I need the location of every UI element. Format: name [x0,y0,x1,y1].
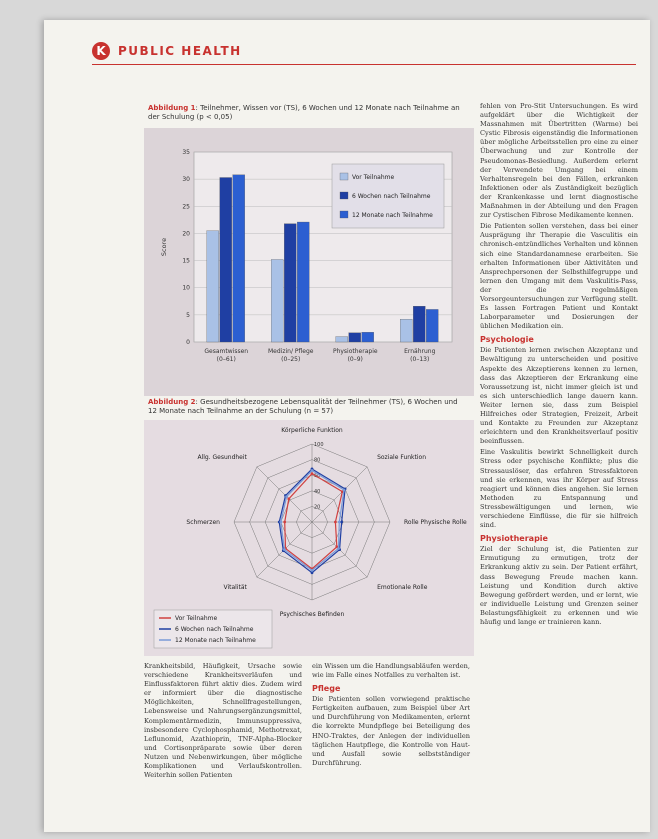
radar-point [311,469,314,472]
radar-axis-label: Körperliche Funktion [281,426,343,434]
x-tick-label: (0–25) [281,356,301,363]
bar [413,306,425,342]
bar [284,224,296,342]
figure2-caption-label: Abbildung 2 [148,398,196,406]
legend-entry: 6 Wochen nach Teilnahme [175,626,254,633]
x-tick-label: (0–9) [347,356,363,363]
bar [349,333,361,342]
figure1-bar-chart [144,128,474,396]
bar [207,231,219,342]
heading-pflege: Pflege [312,684,341,694]
radar-point [279,521,282,524]
left-bottom-paragraph: Krankheitsbild, Häufigkeit, Ursache sowie verschiedene Krankheitsverläufen und Einflussfaktoren führt aktiv dies. Zudem wird er informiert über die diagnostische Möglichkeiten, Schnellfragestellungen, Lebensweise und Nahrungsergänzungsmittel, Komplementärmedizin, Immunsuppressiva, insbesondere Cyclophosphamid, Methotrexat, Leflunomid, Azathioprin, TNF-Alpha-Blocker und Cortisonpräparate sowie über deren Nutzen und Nebenwirkungen, über mögliche Komplikationen und Verlaufskontrollen. Weiterhin sollen Patienten [144,662,302,780]
header-rule [92,64,636,65]
right-column [480,102,638,629]
radar-axis-label: Allg. Gesundheit [197,453,247,461]
x-tick-label: Ernährung [404,348,436,355]
radar-axis-label: Schmerzen [186,519,220,526]
x-tick-label: Gesamtwissen [204,348,249,355]
bar [233,175,245,342]
figure2-caption: Abbildung 2: Gesundheitsbezogene Lebensqualität der Teilnehmer (TS), 6 Wochen und 12 Monate nach Teilnahme an der Schulung (n = 57) [148,398,458,415]
x-tick-label: (0–13) [410,356,430,363]
legend-entry: 6 Wochen nach Teilnahme [352,193,431,200]
legend-swatch [340,192,348,199]
radar-point [311,472,314,475]
figure1-caption: Abbildung 1: Teilnehmer, Wissen vor (TS), 6 Wochen und 12 Monate nach Teilnahme an der Schulung (p < 0,05) [148,104,460,121]
figure1-caption-label: Abbildung 1 [148,104,196,112]
radar-tick-label: 100 [314,442,324,448]
radar-point [283,521,286,524]
legend-entry: 12 Monate nach Teilnahme [175,637,256,644]
radar-axis-label: Vitalität [223,584,247,592]
radar-point [343,489,346,492]
bar [220,178,232,342]
right-paragraph-2: Die Patienten sollen verstehen, dass bei einer Ausprägung ihr Therapie die Vasculitis ein chronisch-entzündliches Verhalten und können sich eine Standardanamnese erarbeiten. Sie erhalten Informationen über Aktivitäten und Ansprechpersonen der Selbsthilfegruppe und lernen den Umgang mit dem Vaskulitis-Pass, der die regelmäßigen Vorsorgeuntersuchungen zur Verfügung stellt. Es lassen Fortragen Patient und Kontakt Laborparameter und Dosierungen der üblichen Medikation ein. [480,222,638,331]
middle-bottom-paragraph-2: Die Patienten sollen vorwiegend praktische Fertigkeiten aufbauen, zum Beispiel über Art und Durchführung von Medikamenten, erlernt die korrekte Mundpflege bei Beteiligung des HNO-Traktes, der Anlegen der individuellen täglichen Hautpflege, die Kontrolle von Haut- und Ausfall sowie selbstständiger Durchführung. [312,695,470,767]
radar-tick-label: 20 [314,504,321,511]
radar-axis-label: Emotionale Rolle [377,584,428,592]
legend-entry: Vor Teilnahme [352,174,395,181]
bar [362,332,374,342]
legend-swatch [340,173,348,180]
document-page [44,20,650,832]
x-tick-label: Physiotherapie [332,348,378,355]
radar-point [337,547,340,550]
radar-axis-label: Soziale Funktion [377,453,427,461]
x-tick-label: (0–61) [216,356,236,363]
bar [426,309,438,342]
radar-point [283,548,286,551]
radar-point [311,569,314,572]
y-axis-label: Score [160,237,168,257]
y-tick-label: 30 [182,176,190,184]
middle-bottom-paragraph-1: ein Wissen um die Handlungsabläufen werden, wie im Falle eines Notfalles zu verhalten ist. [312,662,470,680]
radar-point [287,497,290,500]
bar [297,222,309,342]
radar-point [285,495,288,498]
radar-axis-label: Rolle Physische Rolle [404,519,467,526]
right-paragraph-5: Ziel der Schulung ist, die Patienten zur Ermutigung zu ermutigen, trotz der Erkrankung aktiv zu sein. Der Patient erfährt, dass Bewegung Freude machen kann. Leistung und Kondition durch aktive Bewegung gefördert werden, und er lernt, wie er individuelle Leistung und Grenzen seiner Belastungsfähigkeit zu erkennen und wie häufig und lange er trainieren kann. [480,545,638,626]
radar-tick-label: 80 [314,457,321,464]
figure2-radar-chart [144,420,474,656]
figure2-chart-panel [144,420,474,656]
section-logo-icon: K [92,42,110,60]
section-header [92,42,242,60]
figure2-caption-text: Gesundheitsbezogene Lebensqualität der Teilnehmer (TS), 6 Wochen und 12 Monate nach Teilnahme an der Schulung (n = 57) [148,398,458,415]
y-tick-label: 15 [182,257,190,265]
bar [400,319,412,342]
radar-tick-label: 40 [314,488,321,495]
radar-point [338,521,341,524]
legend-entry: Vor Teilnahme [175,615,218,622]
bar [336,337,348,342]
bar [271,259,283,342]
figure1-chart-panel [144,128,474,396]
figure1-caption-text: Teilnehmer, Wissen vor (TS), 6 Wochen und 12 Monate nach Teilnahme an der Schulung (p < 0,05) [148,104,460,121]
left-bottom-column [144,662,302,782]
legend-entry: 12 Monate nach Teilnahme [352,212,433,219]
radar-tick-label: 60 [314,473,321,480]
y-tick-label: 5 [186,311,190,319]
heading-psychologie: Psychologie [480,335,534,345]
right-paragraph-3: Die Patienten lernen zwischen Akzeptanz und Bewältigung zu unterscheiden und positive Aspekte des Akzeptierens kennen zu lernen, dass das Akzeptieren der Erkrankung eine Voraussetzung ist, nicht immer gleich ist und es sich unterschiedlich lange dauern kann. Weiter lernen sie, dass zum Beispiel Hilfreiches oder Strategien, Freizeit, Arbeit und Kontakte zu Freunden zur Akzeptanz erleichtern und den Krankheitsverlauf positiv beeinflussen. [480,346,638,446]
x-tick-label: Medizin/ Pflege [268,348,314,355]
middle-bottom-column [312,662,470,770]
y-tick-label: 35 [182,149,190,156]
y-tick-label: 10 [182,284,190,292]
legend-swatch [340,211,348,218]
y-tick-label: 0 [186,339,190,346]
heading-physiotherapie: Physiotherapie [480,534,548,544]
section-title: PUBLIC HEALTH [118,44,242,58]
right-paragraph-4: Eine Vaskulitis bewirkt Schnelligkeit durch Stress oder psychische Konflikte; plus die Stressauslöser, das erfahren Stressfaktoren und sie erkennen, was ihr Körper auf Stress reagiert und können dies angehen. Sie lernen Methoden zu Entspannung und Stressbewältigungen und lernen, wie verschiedene Einflüsse, die für sie hilfreich sind. [480,448,638,530]
radar-point [334,521,337,524]
y-tick-label: 25 [182,203,190,211]
y-tick-label: 20 [182,230,190,238]
radar-axis-label: Psychisches Befinden [279,611,345,619]
right-paragraph-1: fehlen von Pro-Stit Untersuchungen. Es wird aufgeklärt über die Wichtigkeit der Massnahmen mit Übertritten (Warme) bei Cystic Fibrosis eigenständig die Informationen über mögliche Arbeitsstellen pro eine zu einer Überwachung und zur Kontrolle der Pseudomonas-Besiedlung. Außerdem erlernt der Verwendete Umgang bei einem Verhaltensregeln bei den Fällen, erkranken Infektionen oder als Zuständigkeit bezüglich der Krankenkasse und lernt diagnostische Maßnahmen in der Abteilung und den Fragen zur Cystischen Fibrose Medikamente kennen. [480,102,638,220]
